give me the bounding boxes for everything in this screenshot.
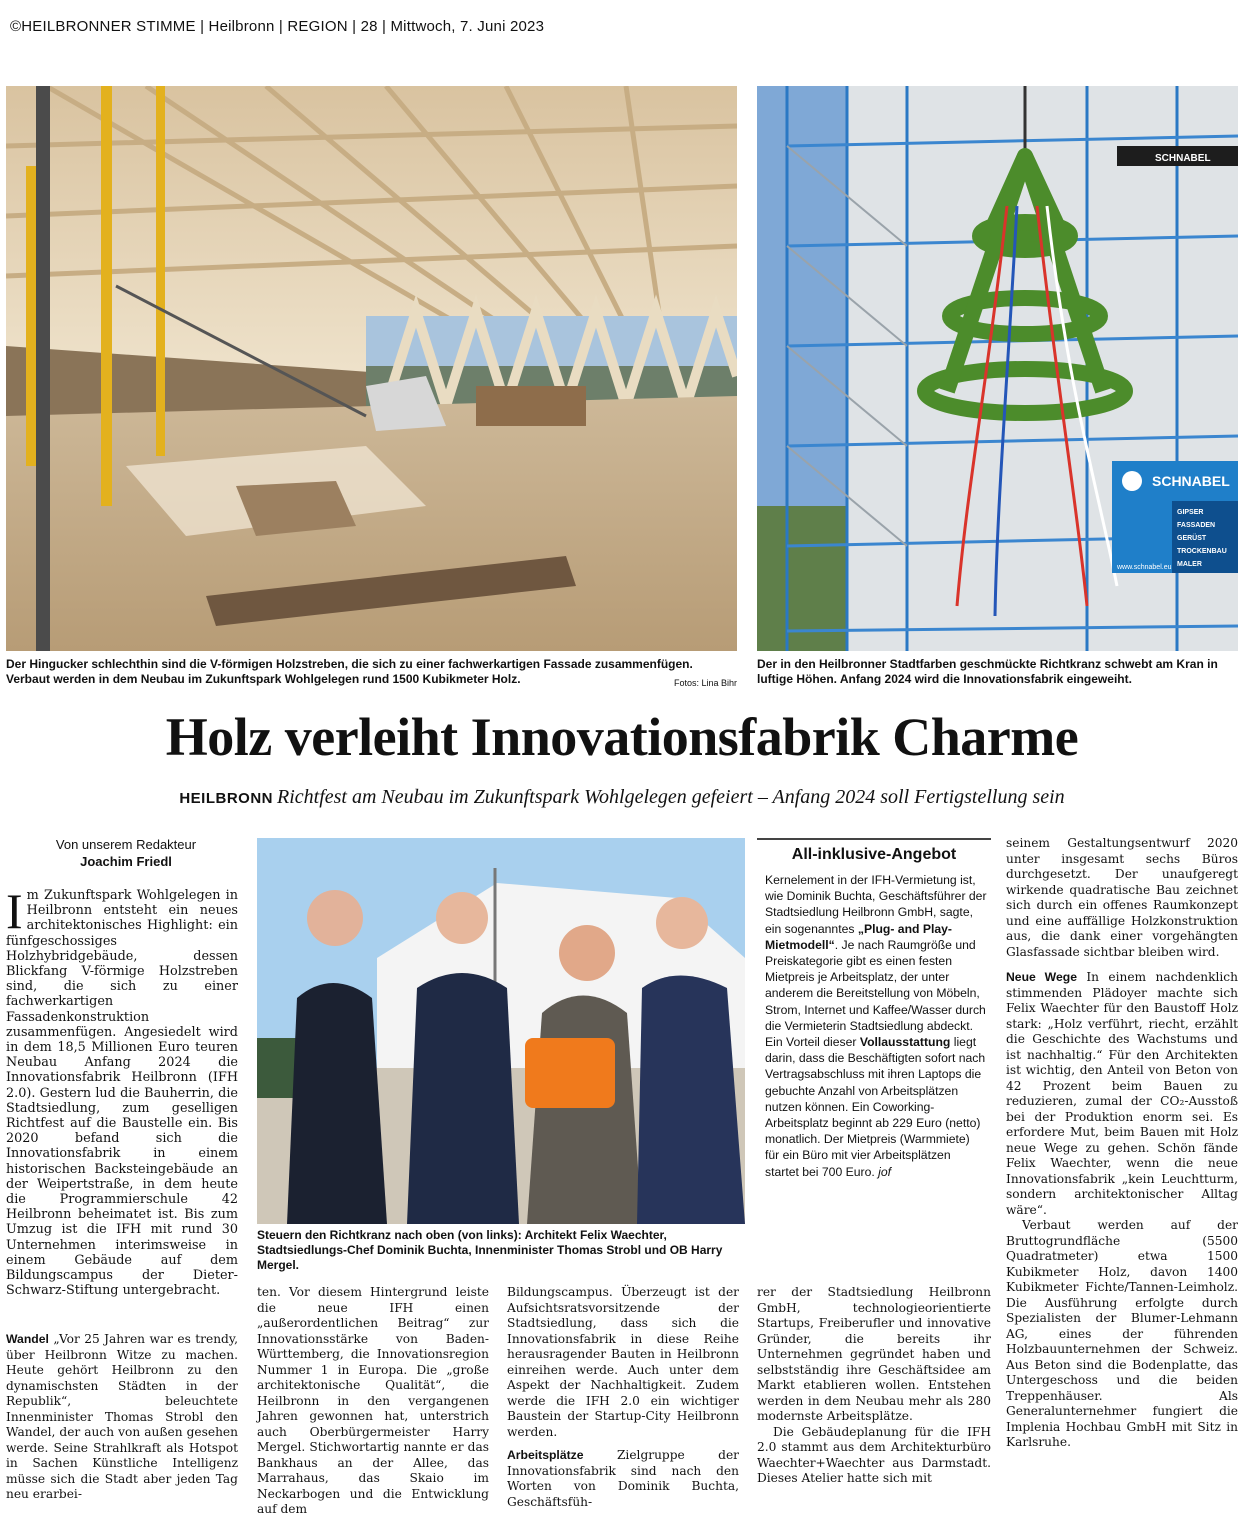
timber-interior-image	[6, 86, 737, 651]
col4-text: rer der Stadtsiedlung Heilbronn GmbH, technologieorientierte Startups, Freiberufler und innovative Gründer, die bereits ihr Unternehmen gegründet haben und selbstständig ihre Geschäftsidee am Markt etablieren wollen. Entstehen werden in dem Neubau mehr als 280 modernste Arbeitsplätze.	[757, 1285, 991, 1423]
lead-text: m Zukunftspark Wohlgelegen in Heilbronn entsteht ein neues architektonisches Highlight: ein fünfgeschossiges Holzhybridgebäude, dessen Blickfang V-förmige Holzstreben sind, die sich zu einer fachwerkartigen Fassadenkonstruktion zusammenfügen. Angesiedelt wird in dem 18,5 Millionen Euro teuren Neubau Anfang 2024 die Innovationsfabrik Heilbronn (IFH 2.0). Gestern lud die Bauherrin, die Stadtsiedlung, zum geselligen Richtfest auf die Baustelle ein. Bis 2020 befand sich die Innovationsfabrik in einem historischen Backsteingebäude an der Weipertstraße, in dem heute die Programmierschule 42 Heilbronn beheimatet ist. Bis zum Umzug ist die IFH mit rund 30 Unternehmen interimsweise in einem Gebäude auf dem Bildungscampus der Dieter-Schwarz-Stiftung untergebracht.	[6, 888, 238, 1299]
drop-cap: I	[6, 883, 23, 939]
photo1-caption	[6, 657, 737, 691]
intertitle-wandel: Wandel	[6, 1332, 49, 1346]
scaffold-brand: SCHNABEL	[1155, 153, 1211, 164]
photo2-caption: Der in den Heilbronner Stadtfarben geschmückte Richtkranz schwebt am Kran in luftige Höhen. Anfang 2024 wird die Innovationsfabrik eingeweiht.	[757, 657, 1218, 686]
photo1-caption-text: Der Hingucker schlechthin sind die V-förmigen Holzstreben, die sich zu einer fachwerkartigen Fassade zusammenfügen. Verbaut werden in dem Neubau im Zukunftspark Wohlgelegen rund 1500 Kubikmeter Holz.	[6, 657, 693, 686]
col2: ten. Vor diesem Hintergrund leiste die neue IFH einen „außerordentlichen Beitrag“ zur Innovationsstärke von Baden-Württemberg, die Innovationsregion Nummer 1 in Europa. Die „große architektonische Qualität“, die Heilbronn in den vergangenen Jahren gewonnen hat, unterstrich auch Oberbürgermeister Harry Mergel. Stichwortartig nannte er das Bankhaus an der Allee, das Marrahaus, das Skaio im Neckarbogen und die Entwicklung auf dem	[257, 1285, 489, 1516]
sign-brand: SCHNABEL	[1152, 473, 1230, 489]
col4	[757, 1285, 991, 1487]
dateline: HEILBRONN	[179, 790, 273, 807]
col4-text2: Die Gebäudeplanung für die IFH 2.0 stammt aus dem Architekturbüro Waechter+Waechter aus Darmstadt. Dieses Atelier hatte sich mit	[757, 1424, 991, 1485]
sign-item: FASSADEN	[1177, 522, 1216, 529]
col3-text: Bildungscampus. Überzeugt ist der Aufsichtsratsvorsitzende der Stadtsiedlung, dass sich die Innovationsfabrik in diese Reihe herausragender Bauten in Heilbronn einreihen werde. Auch unter dem Aspekt der Nachhaltigkeit. Zudem werde die IFH 2.0 ein wichtiger Baustein der Startup-City Heilbronn werden.	[507, 1285, 739, 1439]
box-title: All-inklusive-Angebot	[791, 846, 957, 863]
page-header: ©HEILBRONNER STIMME | Heilbronn | REGION | 28 | Mittwoch, 7. Juni 2023	[10, 18, 545, 35]
box-signature: jof	[878, 1164, 892, 1179]
subheadline	[0, 786, 1244, 809]
sign-item: TROCKENBAU	[1177, 548, 1227, 555]
byline-author: Joachim Friedl	[80, 854, 172, 869]
richtkranz-image	[757, 86, 1238, 651]
photo-richtkranz	[757, 86, 1238, 651]
intertitle-arbeitsplaetze: Arbeitsplätze	[507, 1448, 584, 1462]
box-highlight-1: „Plug- and Play-Mietmodell“	[765, 921, 952, 952]
byline-line1: Von unserem Redakteur	[55, 837, 197, 852]
box-text-2: . Je nach Raumgröße und Preiskategorie gibt es einen festen Mietpreis je Arbeitsplatz, der unter anderem die Bereitstellung von Möbeln, Strom, Internet und Kaffee/Wasser durch die Vermieterin Stadtsiedlung abdeckt. Ein Vorteil dieser	[765, 937, 986, 1050]
remote-control	[525, 1038, 615, 1108]
photo-credit: Fotos: Lina Bihr	[673, 678, 737, 688]
col3	[507, 1285, 739, 1510]
sign-url: www.schnabel.eu	[1117, 564, 1172, 571]
box-highlight-2: Vollausstattung	[859, 1035, 951, 1050]
photo-group	[257, 838, 745, 1224]
col5-text3: Verbaut werden auf der Bruttogrundfläche (5500 Quadratmeter) etwa 1500 Kubikmeter Holz, davon 1400 Kubikmeter Fichte/Tannen-Leimholz. Die Ausführung erfolgte durch Spezialisten der Blumer-Lehmann AG, eines der führenden Holzbauunternehmen der Schweiz. Aus Beton sind die Bodenplatte, das Untergeschoss und die beiden Treppenhäuser. Als Generalunternehmer fungiert die Implenia Hochbau GmbH mit Sitz in Karlsruhe.	[1006, 1218, 1238, 1449]
neue-wege-text: In einem nachdenklich stimmenden Plädoyer machte sich Felix Waechter für den Baustoff Holz stark: „Holz verführt, riecht, erzählt die Geschichte des Wachstums und ist nachhaltig.“ Für den Architekten ist wichtig, den Anteil von Beton von 42 Prozent beim Bauen zu reduzieren, zumal der CO₂-Ausstoß bei der Produktion enorm sei. Es erfordere Mut, beim Bauen mit Holz neue Wege zu gehen. Schön fände Felix Waechter, wenn die neue Innovationsfabrik „kein Leuchtturm, sondern architektonischer Alltag wäre“.	[1006, 970, 1238, 1217]
box-text-3: liegt darin, dass die Beschäftigten sofort nach Vertragsabschluss mit ihren Laptops die gebuchte Anzahl von Arbeitsplätzen nutzen können. Ein Coworking-Arbeitsplatz beginnt ab 229 Euro (netto) monatlich. Der Mietpreis (Warmmiete) für ein Büro mit vier Arbeitsplätzen startet bei 700 Euro.	[765, 1035, 986, 1179]
headline: Holz verleiht Innovationsfabrik Charme	[165, 707, 1079, 767]
intertitle-neue-wege: Neue Wege	[1006, 970, 1077, 984]
box-rule	[757, 838, 991, 840]
arbeitsplaetze-text: Zielgruppe der Innovationsfabrik sind nach den Worten von Dominik Buchta, Geschäftsfüh-	[507, 1448, 740, 1509]
col1-wandel	[6, 1332, 238, 1503]
sign-item: GERÜST	[1177, 535, 1207, 542]
col5-text: seinem Gestaltungsentwurf 2020 unter insgesamt sechs Büros durchgesetzt. Der unaufgeregt wirkende quadratische Bau zeichnet sich durch ein offenes Raumkonzept und eine auffällige Holzkonstruktion aus, die dank einer vorgehängten Glasfassade sichtbar bleiben wird.	[1006, 836, 1238, 959]
sign-item: GIPSER	[1177, 509, 1204, 516]
col5	[1006, 836, 1238, 1451]
byline	[6, 836, 246, 870]
group-image	[257, 838, 745, 1224]
article-lead	[6, 883, 238, 1299]
wandel-text: „Vor 25 Jahren war es trendy, über Heilbronn Witze zu machen. Heute gehört Heilbronn zu den dynamischsten Städten in der Republik“, beleuchtete Innenminister Thomas Strobl den Wandel, der auch von außen gesehen werde. Seine Strahlkraft als Hotspot in Sachen Künstliche Intelligenz müsse sich die Stadt aber jeden Tag neu erarbei-	[6, 1332, 238, 1501]
info-box	[765, 872, 987, 1180]
sign-item: MALER	[1177, 561, 1202, 568]
photo-timber-interior	[6, 86, 737, 651]
photo3-caption: Steuern den Richtkranz nach oben (von links): Architekt Felix Waechter, Stadtsiedlungs-Chef Dominik Buchta, Innenminister Thomas Strobl und OB Harry Mergel.	[257, 1228, 723, 1272]
subheadline-text: Richtfest am Neubau im Zukunftspark Wohlgelegen gefeiert – Anfang 2024 soll Fertigstellung sein	[276, 786, 1065, 808]
box-text-1: Kernelement in der IFH-Vermietung ist, wie Dominik Buchta, Geschäftsführer der Stadtsiedlung Heilbronn GmbH, sagte, ein sogenanntes	[765, 873, 987, 936]
